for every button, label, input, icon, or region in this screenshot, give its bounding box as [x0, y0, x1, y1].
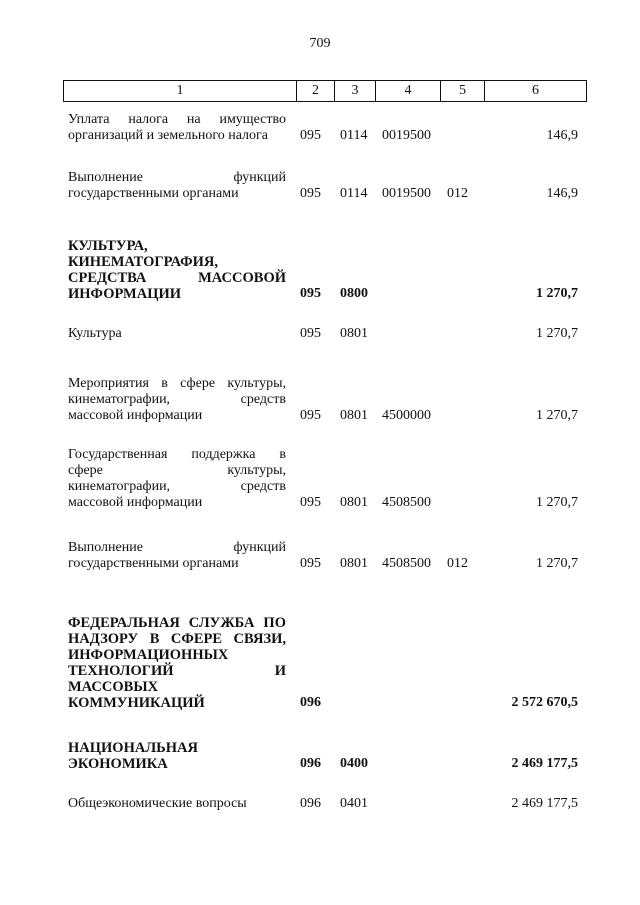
row-name-line: Государственная поддержка в: [68, 447, 286, 462]
row-name: [68, 326, 286, 342]
row-c3: 0400: [340, 756, 368, 771]
row-name: [68, 238, 286, 302]
row-name-line: Культура: [68, 326, 122, 341]
row-c2: 095: [300, 326, 321, 341]
row-c5: 012: [447, 186, 468, 201]
row-c3: 0401: [340, 796, 368, 811]
row-c4: 0019500: [382, 128, 431, 143]
row-c3: 0801: [340, 495, 368, 510]
row-c6: 146,9: [546, 128, 578, 143]
table-header: [63, 80, 587, 102]
row-c2: 095: [300, 286, 321, 301]
row-c3: 0114: [340, 186, 368, 201]
row-c4: 4508500: [382, 556, 431, 571]
row-name-line: ИНФОРМАЦИИ: [68, 286, 182, 302]
row-name-line: КИНЕМАТОГРАФИЯ,: [68, 254, 218, 270]
row-name-line: кинематографии, средств: [68, 392, 286, 407]
row-name-line: кинематографии, средств: [68, 479, 286, 494]
row-c6: 1 270,7: [536, 326, 578, 341]
row-name-line: НАЦИОНАЛЬНАЯ: [68, 740, 198, 756]
row-c2: 095: [300, 128, 321, 143]
row-name-line: ЭКОНОМИКА: [68, 756, 168, 772]
row-c6: 1 270,7: [536, 286, 578, 301]
row-c2: 096: [300, 796, 321, 811]
row-c3: 0801: [340, 556, 368, 571]
row-name-line: Мероприятия в сфере культуры,: [68, 376, 286, 391]
page-number: 709: [309, 36, 331, 51]
row-name-line: МАССОВЫХ: [68, 679, 159, 695]
row-name-line: сфере культуры,: [68, 463, 286, 478]
row-c4: 4508500: [382, 495, 431, 510]
row-c6: 146,9: [546, 186, 578, 201]
header-col-3: 3: [335, 81, 376, 101]
row-name-line: Выполнение функций: [68, 540, 286, 555]
row-c2: 095: [300, 408, 321, 423]
row-c2: 095: [300, 495, 321, 510]
header-col-1: 1: [64, 81, 297, 101]
row-name: [68, 796, 286, 812]
row-c2: 095: [300, 556, 321, 571]
header-col-5: 5: [441, 81, 485, 101]
row-name-line: СРЕДСТВА МАССОВОЙ: [68, 270, 286, 286]
row-c3: 0801: [340, 326, 368, 341]
row-c3: 0800: [340, 286, 368, 301]
row-c6: 1 270,7: [536, 495, 578, 510]
row-name-line: государственными органами: [68, 186, 239, 201]
row-name: [68, 540, 286, 572]
row-name-line: КУЛЬТУРА,: [68, 238, 148, 254]
row-name-line: массовой информации: [68, 495, 203, 510]
row-c6: 1 270,7: [536, 556, 578, 571]
header-col-6: 6: [532, 83, 539, 98]
row-name: [68, 740, 286, 772]
row-name-line: ТЕХНОЛОГИЙ И: [68, 663, 286, 679]
header-col-4: 4: [376, 81, 441, 101]
row-c3: 0114: [340, 128, 368, 143]
row-name-line: государственными органами: [68, 556, 239, 571]
row-name-line: ИНФОРМАЦИОННЫХ: [68, 647, 229, 663]
row-c2: 096: [300, 695, 321, 710]
row-c6: 2 469 177,5: [511, 756, 578, 771]
row-name-line: организаций и земельного налога: [68, 128, 268, 143]
row-name: [68, 615, 286, 711]
row-c6: 2 572 670,5: [511, 695, 578, 710]
row-c6: 2 469 177,5: [511, 796, 578, 811]
row-name-line: Общеэкономические вопросы: [68, 796, 247, 811]
row-c4: 0019500: [382, 186, 431, 201]
row-c6: 1 270,7: [536, 408, 578, 423]
row-name: [68, 376, 286, 424]
header-col-2: 2: [297, 81, 335, 101]
row-c2: 095: [300, 186, 321, 201]
row-name: [68, 447, 286, 511]
row-name-line: КОММУНИКАЦИЙ: [68, 695, 205, 711]
row-name-line: НАДЗОРУ В СФЕРЕ СВЯЗИ,: [68, 631, 286, 647]
row-name-line: Выполнение функций: [68, 170, 286, 185]
row-c2: 096: [300, 756, 321, 771]
row-name: [68, 170, 286, 202]
row-name: [68, 112, 286, 144]
row-name-line: ФЕДЕРАЛЬНАЯ СЛУЖБА ПО: [68, 615, 286, 631]
row-name-line: массовой информации: [68, 408, 203, 423]
row-c5: 012: [447, 556, 468, 571]
row-c3: 0801: [340, 408, 368, 423]
row-name-line: Уплата налога на имущество: [68, 112, 286, 127]
row-c4: 4500000: [382, 408, 431, 423]
